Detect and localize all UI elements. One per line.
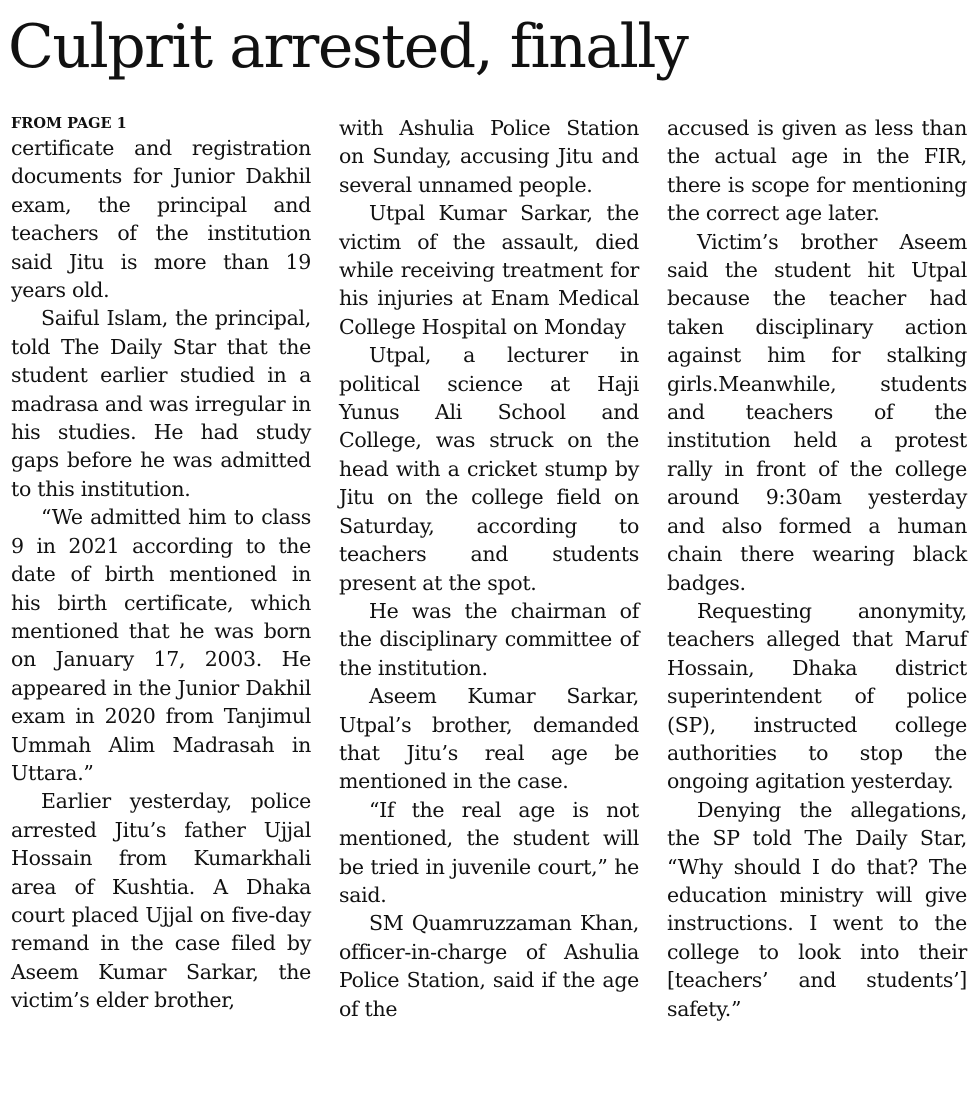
paragraph: “We admitted him to class 9 in 2021 according to the date of birth mentioned in his birth certificate, which mentioned that he was born on January 17, 2003. He appeared in the Junior Dakhil exam in 2020 from Tanjimul Ummah Alim Madrasah in Uttara.”: [11, 505, 311, 785]
paragraph: with Ashulia Police Station on Sunday, accusing Jitu and several unnamed people.: [339, 116, 639, 197]
paragraph: “If the real age is not mentioned, the student will be tried in juvenile court,” he said.: [339, 797, 639, 907]
paragraph: He was the chairman of the disciplinary committee of the institution.: [339, 598, 639, 680]
jump-label: FROM PAGE 1: [11, 115, 127, 132]
paragraph: SM Quamruzzaman Khan, officer-in-charge of Ashulia Police Station, said if the age of the: [339, 911, 639, 1021]
headline: Culprit arrested, finally: [8, 12, 688, 82]
paragraph: Denying the allegations, the SP told The Daily Star, “Why should I do that? The education ministry will give instructions. I went to the college to look into their [teachers’ and students’] safety.”: [667, 797, 967, 1021]
paragraph: Victim’s brother Aseem said the student hit Utpal because the teacher had taken disciplinary action against him for stalking girls.Meanwhile, students and teachers of the institution held a protest rally in front of the college around 9:30am yesterday and also formed a human chain there wearing black badges.: [667, 229, 967, 595]
paragraph: Saiful Islam, the principal, told The Daily Star that the student earlier studied in a madrasa and was irregular in his studies. He had study gaps before he was admitted to this institution.: [11, 306, 311, 501]
paragraph: accused is given as less than the actual age in the FIR, there is scope for mentioning the correct age later.: [667, 116, 967, 226]
article-column-2: [339, 114, 639, 1023]
article-column-3: [667, 114, 967, 1023]
paragraph: Earlier yesterday, police arrested Jitu’s father Ujjal Hossain from Kumarkhali area of Kushtia. A Dhaka court placed Ujjal on five-day remand in the case filed by Aseem Kumar Sarkar, the victim’s elder brother,: [11, 789, 311, 1013]
paragraph: Aseem Kumar Sarkar, Utpal’s brother, demanded that Jitu’s real age be mentioned in the case.: [339, 684, 639, 794]
paragraph: Requesting anonymity, teachers alleged that Maruf Hossain, Dhaka district superintendent of police (SP), instructed college authorities to stop the ongoing agitation yesterday.: [667, 598, 967, 794]
paragraph: Utpal Kumar Sarkar, the victim of the assault, died while receiving treatment for his injuries at Enam Medical College Hospital on Monday: [339, 201, 639, 339]
paragraph: Utpal, a lecturer in political science at Haji Yunus Ali School and College, was struck on the head with a cricket stump by Jitu on the college field on Saturday, according to teachers and students present at the spot.: [339, 343, 639, 595]
paragraph: certificate and registration documents for Junior Dakhil exam, the principal and teachers of the institution said Jitu is more than 19 years old.: [11, 136, 311, 303]
article-column-1: [11, 114, 311, 1015]
